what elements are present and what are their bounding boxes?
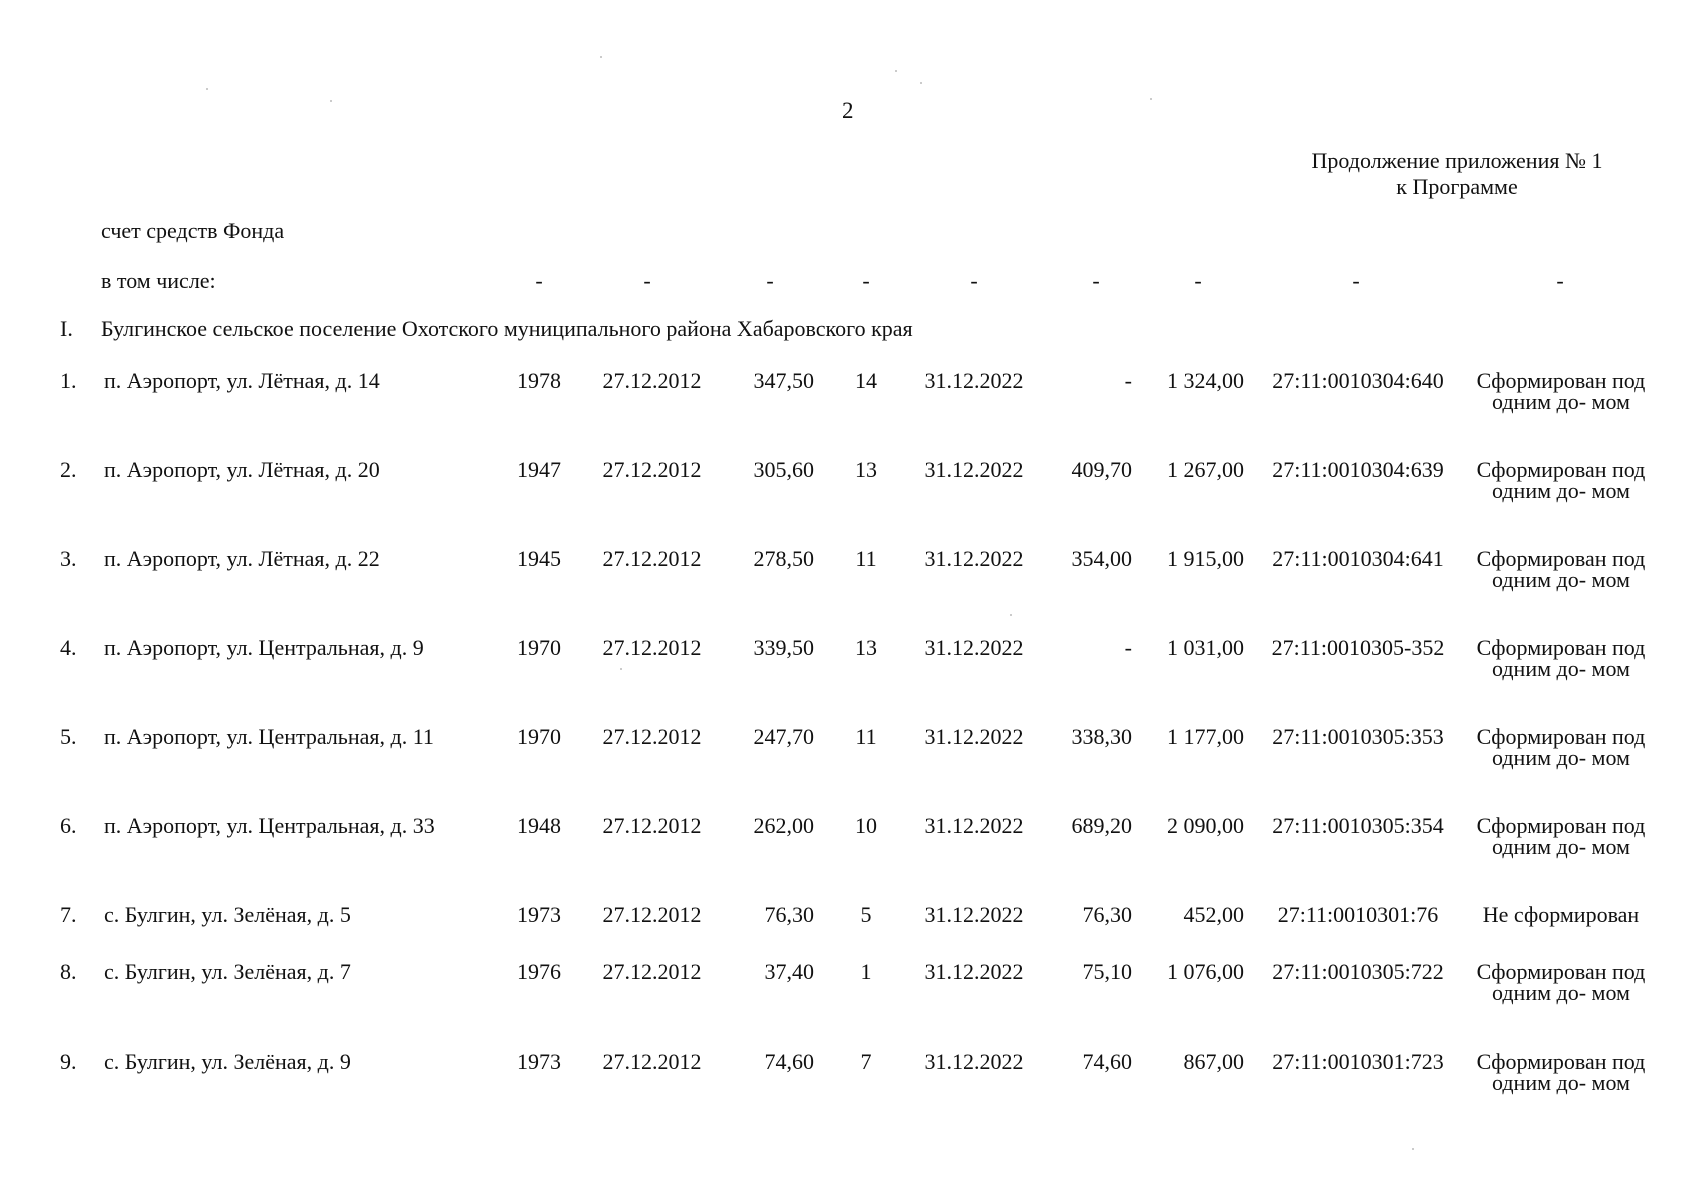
- row-cadastral-number: 27:11:0010301:723: [1272, 1049, 1444, 1074]
- row-area: 305,60: [753, 457, 814, 482]
- row-land-area: 1 324,00: [1167, 368, 1244, 393]
- row-land-area: 1 267,00: [1167, 457, 1244, 482]
- row-address: п. Аэропорт, ул. Центральная, д. 9: [104, 635, 424, 660]
- row-year: 1948: [517, 813, 561, 838]
- row-area-2: 354,00: [1071, 546, 1132, 571]
- row-status: Сформирован под одним до- мом: [1476, 959, 1646, 1005]
- appendix-note: [1267, 148, 1647, 200]
- row-address: п. Аэропорт, ул. Лётная, д. 14: [104, 368, 380, 393]
- row-status: Сформирован под одним до- мом: [1476, 1049, 1646, 1095]
- row-cadastral-number: 27:11:0010301:76: [1277, 902, 1439, 927]
- row-planned-date: 31.12.2022: [924, 1049, 1024, 1074]
- row-number: 9.: [60, 1049, 77, 1074]
- including-dash: -: [862, 268, 870, 293]
- including-dash: -: [643, 268, 651, 293]
- row-status: Сформирован под одним до- мом: [1476, 457, 1646, 503]
- row-year: 1970: [517, 724, 561, 749]
- row-status: Сформирован под одним до- мом: [1476, 368, 1646, 414]
- row-cadastral-number: 27:11:0010304:640: [1272, 368, 1444, 393]
- scan-speck: [1150, 98, 1152, 100]
- row-area: 247,70: [753, 724, 814, 749]
- page-number: 2: [842, 98, 854, 123]
- row-land-area: 1 177,00: [1167, 724, 1244, 749]
- including-dash: -: [970, 268, 978, 293]
- row-recognition-date: 27.12.2012: [602, 813, 702, 838]
- including-dash: -: [1194, 268, 1202, 293]
- row-number: 8.: [60, 959, 77, 984]
- including-dash: -: [766, 268, 774, 293]
- row-area: 74,60: [764, 1049, 814, 1074]
- row-number: 2.: [60, 457, 77, 482]
- row-number: 1.: [60, 368, 77, 393]
- row-recognition-date: 27.12.2012: [602, 724, 702, 749]
- row-cadastral-number: 27:11:0010304:641: [1272, 546, 1444, 571]
- row-area-2: 74,60: [1082, 1049, 1132, 1074]
- row-status: Не сформирован: [1482, 902, 1640, 927]
- appendix-note-line1: Продолжение приложения № 1: [1311, 148, 1603, 173]
- row-year: 1976: [517, 959, 561, 984]
- row-recognition-date: 27.12.2012: [602, 368, 702, 393]
- table-row: [0, 368, 1707, 448]
- row-planned-date: 31.12.2022: [924, 635, 1024, 660]
- row-planned-date: 31.12.2022: [924, 813, 1024, 838]
- including-dash: -: [1556, 268, 1564, 293]
- scan-speck: [920, 82, 922, 84]
- row-area: 278,50: [753, 546, 814, 571]
- table-row: [0, 635, 1707, 715]
- row-recognition-date: 27.12.2012: [602, 457, 702, 482]
- row-area: 37,40: [764, 959, 814, 984]
- row-planned-date: 31.12.2022: [924, 368, 1024, 393]
- row-area-2: 338,30: [1071, 724, 1132, 749]
- row-number: 3.: [60, 546, 77, 571]
- row-residents: 5: [860, 902, 872, 927]
- row-recognition-date: 27.12.2012: [602, 1049, 702, 1074]
- row-planned-date: 31.12.2022: [924, 902, 1024, 927]
- row-address: с. Булгин, ул. Зелёная, д. 5: [104, 902, 351, 927]
- row-cadastral-number: 27:11:0010305:722: [1272, 959, 1444, 984]
- scan-speck: [330, 100, 332, 102]
- row-address: п. Аэропорт, ул. Лётная, д. 20: [104, 457, 380, 482]
- including-dash: -: [535, 268, 543, 293]
- appendix-note-line2: к Программе: [1396, 174, 1518, 199]
- table-row: [0, 457, 1707, 537]
- scan-speck: [206, 88, 208, 90]
- row-residents: 14: [855, 368, 877, 393]
- row-residents: 7: [860, 1049, 872, 1074]
- row-area-2: 76,30: [1082, 902, 1132, 927]
- table-row: [0, 546, 1707, 626]
- row-year: 1978: [517, 368, 561, 393]
- row-land-area: 1 076,00: [1167, 959, 1244, 984]
- scan-speck: [895, 70, 897, 72]
- row-area-2: 409,70: [1071, 457, 1132, 482]
- row-residents: 13: [855, 635, 877, 660]
- row-area-2: -: [1124, 635, 1132, 660]
- row-residents: 11: [855, 546, 877, 571]
- row-number: 5.: [60, 724, 77, 749]
- row-area: 262,00: [753, 813, 814, 838]
- row-cadastral-number: 27:11:0010305-352: [1271, 635, 1445, 660]
- row-recognition-date: 27.12.2012: [602, 635, 702, 660]
- row-planned-date: 31.12.2022: [924, 724, 1024, 749]
- row-number: 7.: [60, 902, 77, 927]
- row-year: 1970: [517, 635, 561, 660]
- row-address: п. Аэропорт, ул. Центральная, д. 33: [104, 813, 435, 838]
- row-status: Сформирован под одним до- мом: [1476, 724, 1646, 770]
- row-number: 6.: [60, 813, 77, 838]
- scan-speck: [600, 56, 602, 58]
- row-address: с. Булгин, ул. Зелёная, д. 7: [104, 959, 351, 984]
- table-row: [0, 959, 1707, 1039]
- row-status: Сформирован под одним до- мом: [1476, 546, 1646, 592]
- row-land-area: 452,00: [1183, 902, 1244, 927]
- table-row: [0, 724, 1707, 804]
- row-cadastral-number: 27:11:0010305:353: [1272, 724, 1444, 749]
- row-cadastral-number: 27:11:0010304:639: [1272, 457, 1444, 482]
- row-area-2: 75,10: [1082, 959, 1132, 984]
- row-area: 339,50: [753, 635, 814, 660]
- row-area-2: -: [1124, 368, 1132, 393]
- including-dash: -: [1092, 268, 1100, 293]
- row-status: Сформирован под одним до- мом: [1476, 635, 1646, 681]
- scan-speck: [620, 668, 622, 670]
- row-year: 1947: [517, 457, 561, 482]
- row-year: 1945: [517, 546, 561, 571]
- row-land-area: 867,00: [1183, 1049, 1244, 1074]
- including-label: в том числе:: [101, 268, 216, 293]
- row-planned-date: 31.12.2022: [924, 959, 1024, 984]
- row-area: 76,30: [764, 902, 814, 927]
- section-number: I.: [60, 316, 73, 341]
- row-residents: 13: [855, 457, 877, 482]
- row-address: п. Аэропорт, ул. Лётная, д. 22: [104, 546, 380, 571]
- row-land-area: 1 031,00: [1167, 635, 1244, 660]
- row-planned-date: 31.12.2022: [924, 546, 1024, 571]
- scan-speck: [1412, 1148, 1414, 1150]
- row-address: п. Аэропорт, ул. Центральная, д. 11: [104, 724, 434, 749]
- row-planned-date: 31.12.2022: [924, 457, 1024, 482]
- row-cadastral-number: 27:11:0010305:354: [1272, 813, 1444, 838]
- table-row: [0, 813, 1707, 893]
- row-year: 1973: [517, 1049, 561, 1074]
- row-area-2: 689,20: [1071, 813, 1132, 838]
- row-land-area: 2 090,00: [1167, 813, 1244, 838]
- row-recognition-date: 27.12.2012: [602, 902, 702, 927]
- scan-speck: [1010, 614, 1012, 616]
- row-residents: 11: [855, 724, 877, 749]
- table-row: [0, 1049, 1707, 1129]
- row-land-area: 1 915,00: [1167, 546, 1244, 571]
- fund-line: счет средств Фонда: [101, 218, 285, 243]
- row-residents: 1: [860, 959, 872, 984]
- row-number: 4.: [60, 635, 77, 660]
- row-residents: 10: [855, 813, 877, 838]
- row-recognition-date: 27.12.2012: [602, 546, 702, 571]
- including-dash: -: [1352, 268, 1360, 293]
- row-status: Сформирован под одним до- мом: [1476, 813, 1646, 859]
- section-title: Булгинское сельское поселение Охотского муниципального района Хабаровского края: [101, 316, 913, 341]
- row-recognition-date: 27.12.2012: [602, 959, 702, 984]
- row-year: 1973: [517, 902, 561, 927]
- row-area: 347,50: [753, 368, 814, 393]
- row-address: с. Булгин, ул. Зелёная, д. 9: [104, 1049, 351, 1074]
